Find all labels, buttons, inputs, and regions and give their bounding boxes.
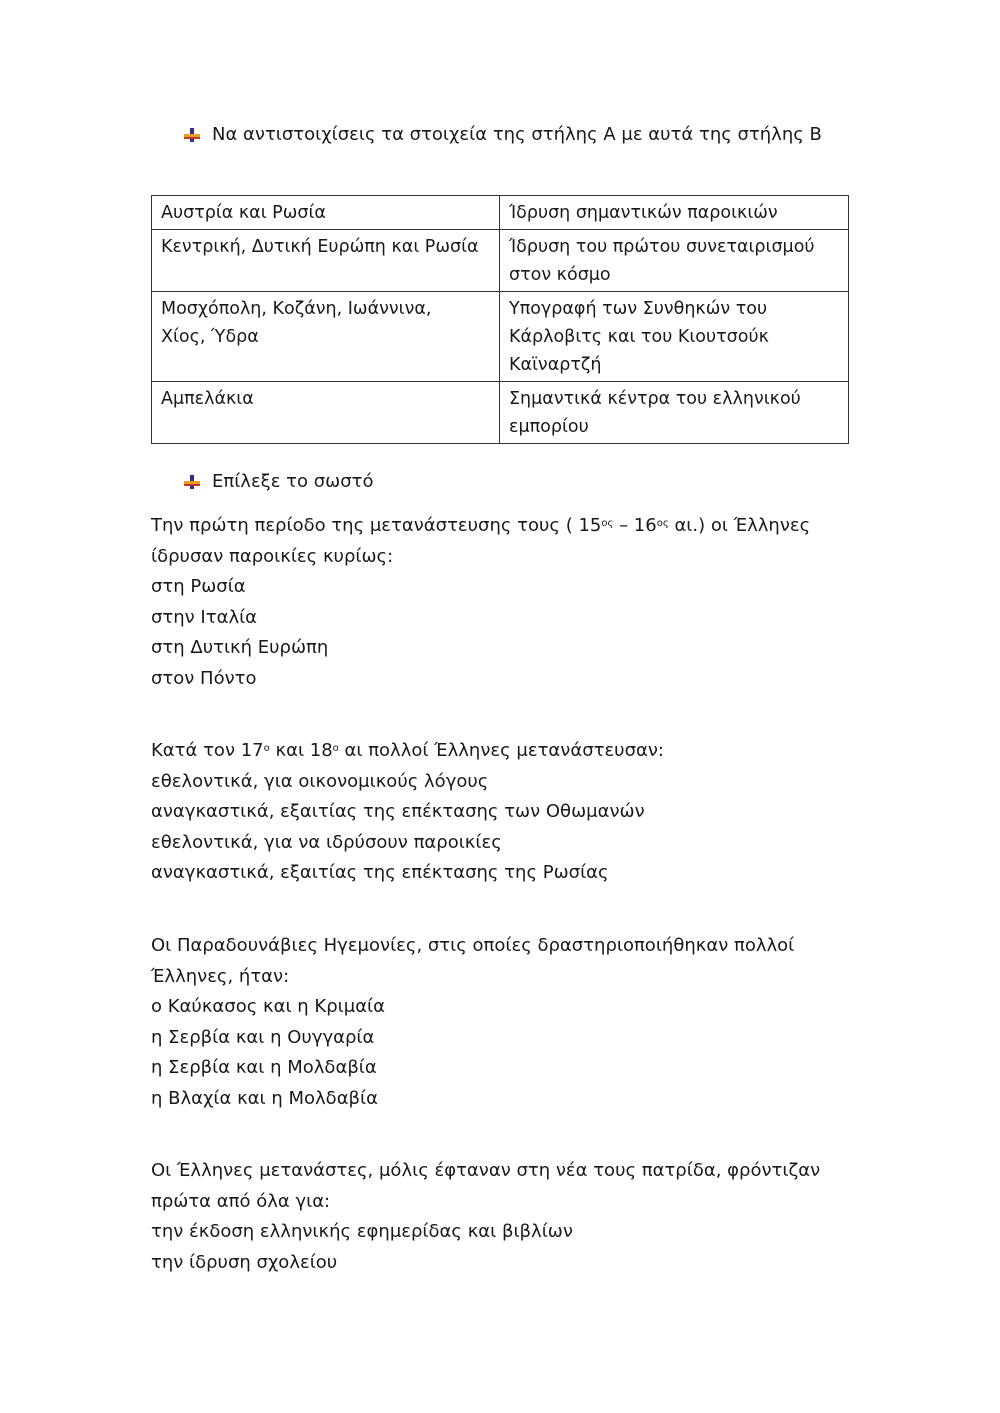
- table-row: [152, 196, 849, 230]
- answer-option[interactable]: η Βλαχία και η Μολδαβία: [151, 1087, 379, 1109]
- section1-heading: [182, 124, 822, 145]
- column-a-cell: Αμπελάκια: [152, 382, 500, 444]
- answer-option[interactable]: στον Πόντο: [151, 667, 257, 689]
- question-3: [151, 931, 794, 1114]
- question-text: Οι Έλληνες μετανάστες, μόλις έφταναν στη νέα τους πατρίδα, φρόντιζαν: [151, 1160, 821, 1181]
- answer-option[interactable]: η Σερβία και η Μολδαβία: [151, 1057, 377, 1078]
- answer-option[interactable]: αναγκαστικά, εξαιτίας της επέκτασης των Οθωμανών: [151, 801, 645, 822]
- answer-option[interactable]: εθελοντικά, για οικονομικούς λόγους: [151, 770, 489, 792]
- table-row: [152, 230, 849, 292]
- answer-option[interactable]: ο Καύκασος και η Κριμαία: [151, 996, 386, 1017]
- question-text: ίδρυσαν παροικίες κυρίως:: [151, 545, 394, 567]
- column-a-cell: Αυστρία και Ρωσία: [152, 196, 500, 230]
- answer-option[interactable]: στη Ρωσία: [151, 576, 246, 597]
- column-b-cell: Ίδρυση σημαντικών παροικιών: [500, 196, 849, 230]
- bullet-cross-icon: [182, 472, 202, 492]
- answer-option[interactable]: την ίδρυση σχολείου: [151, 1251, 338, 1273]
- section2-heading-text: Επίλεξε το σωστό: [212, 471, 374, 492]
- column-a-cell: Κεντρική, Δυτική Ευρώπη και Ρωσία: [152, 230, 500, 292]
- question-1: [151, 511, 810, 694]
- answer-option[interactable]: την έκδοση ελληνικής εφημερίδας και βιβλίων: [151, 1221, 573, 1242]
- column-b-cell: Υπογραφή των Συνθηκών του Κάρλοβιτς και του Κιουτσούκ Καϊναρτζή: [500, 292, 849, 382]
- question-text: Κατά τον $17^o$ και $18^o$ αι πολλοί Έλληνες μετανάστευσαν:: [151, 740, 664, 761]
- bullet-cross-icon: [182, 125, 202, 145]
- column-b-cell: Ίδρυση του πρώτου συνεταιρισμού στον κόσμο: [500, 230, 849, 292]
- section1-heading-text: Να αντιστοιχίσεις τα στοιχεία της στήλης Α με αυτά της στήλης Β: [212, 124, 822, 145]
- table-row: [152, 382, 849, 444]
- column-a-cell: Μοσχόπολη, Κοζάνη, Ιωάννινα, Χίος, Ύδρα: [152, 292, 500, 382]
- question-text: Οι Παραδουνάβιες Ηγεμονίες, στις οποίες δραστηριοποιήθηκαν πολλοί: [151, 935, 795, 956]
- question-4: [151, 1156, 820, 1278]
- answer-option[interactable]: εθελοντικά, για να ιδρύσουν παροικίες: [151, 831, 502, 853]
- answer-option[interactable]: αναγκαστικά, εξαιτίας της επέκτασης της Ρωσίας: [151, 862, 609, 883]
- table-row: [152, 292, 849, 382]
- answer-option[interactable]: στη Δυτική Ευρώπη: [151, 637, 329, 658]
- matching-table: [151, 195, 849, 444]
- answer-option[interactable]: στην Ιταλία: [151, 606, 258, 628]
- question-2: [151, 736, 664, 889]
- answer-option[interactable]: η Σερβία και η Ουγγαρία: [151, 1026, 375, 1048]
- section2-heading: [182, 471, 373, 492]
- question-text: Έλληνες, ήταν:: [151, 965, 290, 987]
- column-b-cell: Σημαντικά κέντρα του ελληνικού εμπορίου: [500, 382, 849, 444]
- question-text: πρώτα από όλα για:: [151, 1190, 331, 1212]
- question-text: Την πρώτη περίοδο της μετανάστευσης τους ( $15^{o\varsigma} - 16^{o\varsigma}$ αι.) οι Έλληνες: [151, 515, 811, 536]
